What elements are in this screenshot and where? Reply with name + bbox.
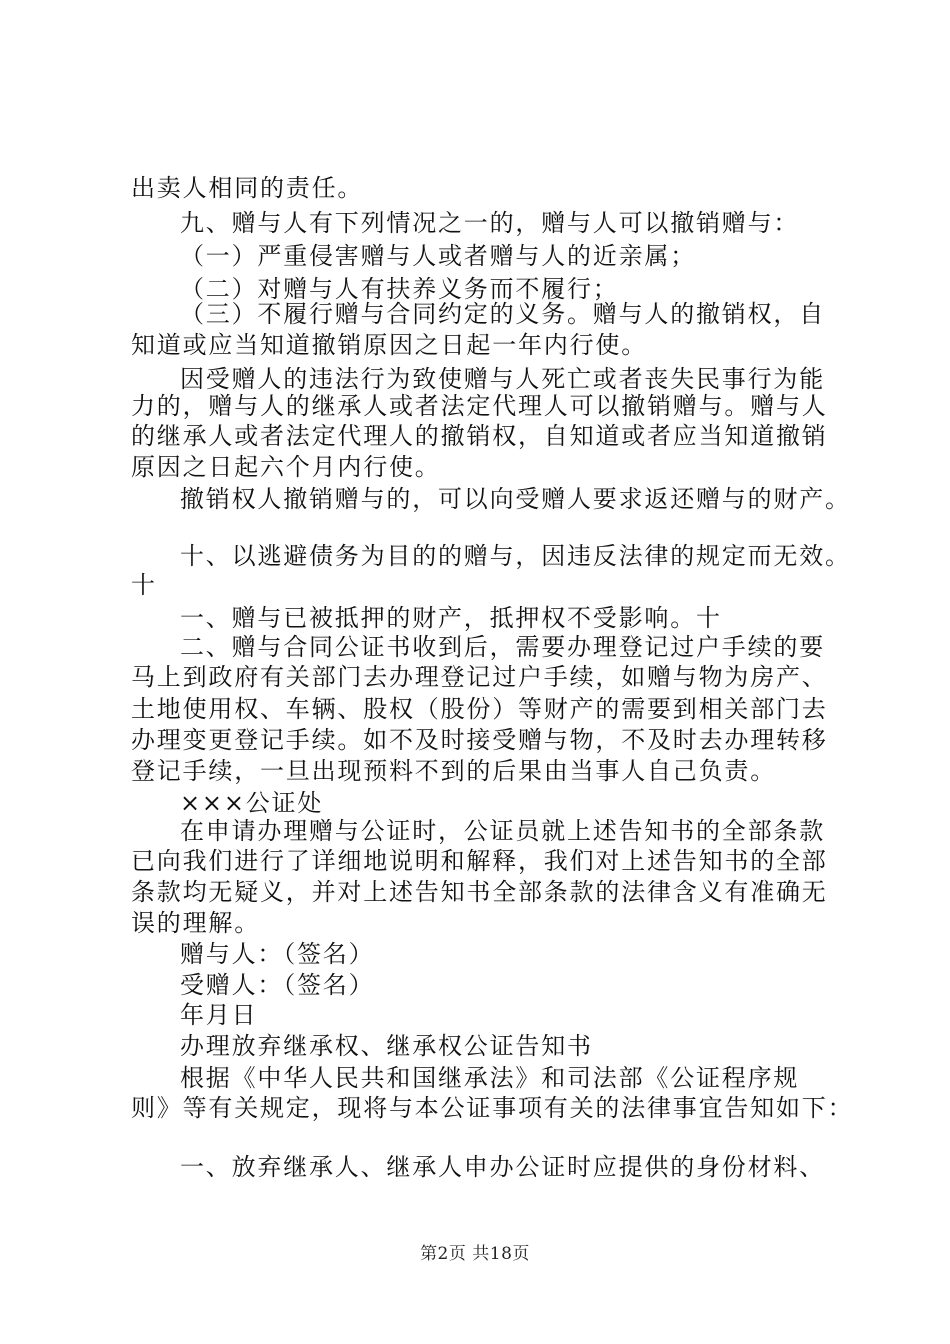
text-line: 一、放弃继承人、继承人申办公证时应提供的身份材料、	[180, 1153, 825, 1181]
page-number-footer: 第2页 共18页	[420, 1244, 530, 1264]
text-line: 十、以逃避债务为目的的赠与，因违反法律的规定而无效。	[180, 542, 851, 570]
text-line: 出卖人相同的责任。	[131, 174, 364, 202]
text-line: 的继承人或者法定代理人的撤销权，自知道或者应当知道撤销	[131, 422, 828, 450]
text-line: （二）对赠与人有扶养义务而不履行；	[180, 275, 619, 303]
text-line: ×××公证处	[180, 789, 324, 817]
text-line: 原因之日起六个月内行使。	[131, 453, 441, 481]
text-line: （一）严重侵害赠与人或者赠与人的近亲属；	[180, 242, 696, 270]
text-line: 九、赠与人有下列情况之一的，赠与人可以撤销赠与：	[180, 209, 800, 237]
text-line: 因受赠人的违法行为致使赠与人死亡或者丧失民事行为能	[180, 365, 825, 393]
text-line: 办理放弃继承权、继承权公证告知书	[180, 1032, 593, 1060]
text-line: 办理变更登记手续。如不及时接受赠与物，不及时去办理转移	[131, 726, 828, 754]
text-line: 在申请办理赠与公证时，公证员就上述告知书的全部条款	[180, 817, 825, 845]
text-line: 十	[131, 571, 157, 599]
text-line: 登记手续，一旦出现预料不到的后果由当事人自己负责。	[131, 757, 776, 785]
text-line: 力的，赠与人的继承人或者法定代理人可以撤销赠与。赠与人	[131, 392, 828, 420]
text-line: 土地使用权、车辆、股权（股份）等财产的需要到相关部门去	[131, 695, 828, 723]
text-line: 撤销权人撤销赠与的，可以向受赠人要求返还赠与的财产。	[180, 485, 851, 513]
text-line: 赠与人：（签名）	[180, 940, 375, 968]
text-line: 受赠人：（签名）	[180, 971, 375, 999]
text-line: 二、赠与合同公证书收到后，需要办理登记过户手续的要	[180, 633, 825, 661]
text-line: 条款均无疑义，并对上述告知书全部条款的法律含义有准确无	[131, 878, 828, 906]
text-line: 已向我们进行了详细地说明和解释，我们对上述告知书的全部	[131, 847, 828, 875]
text-line: 一、赠与已被抵押的财产，抵押权不受影响。十	[180, 604, 722, 632]
text-line: 知道或应当知道撤销原因之日起一年内行使。	[131, 331, 647, 359]
text-line: （三）不履行赠与合同约定的义务。赠与人的撤销权，自	[180, 300, 825, 328]
text-line: 则》等有关规定，现将与本公证事项有关的法律事宜告知如下：	[131, 1094, 854, 1122]
text-line: 马上到政府有关部门去办理登记过户手续，如赠与物为房产、	[131, 663, 828, 691]
text-line: 根据《中华人民共和国继承法》和司法部《公证程序规	[180, 1064, 800, 1092]
text-line: 年月日	[180, 1001, 258, 1029]
text-line: 误的理解。	[131, 909, 260, 937]
